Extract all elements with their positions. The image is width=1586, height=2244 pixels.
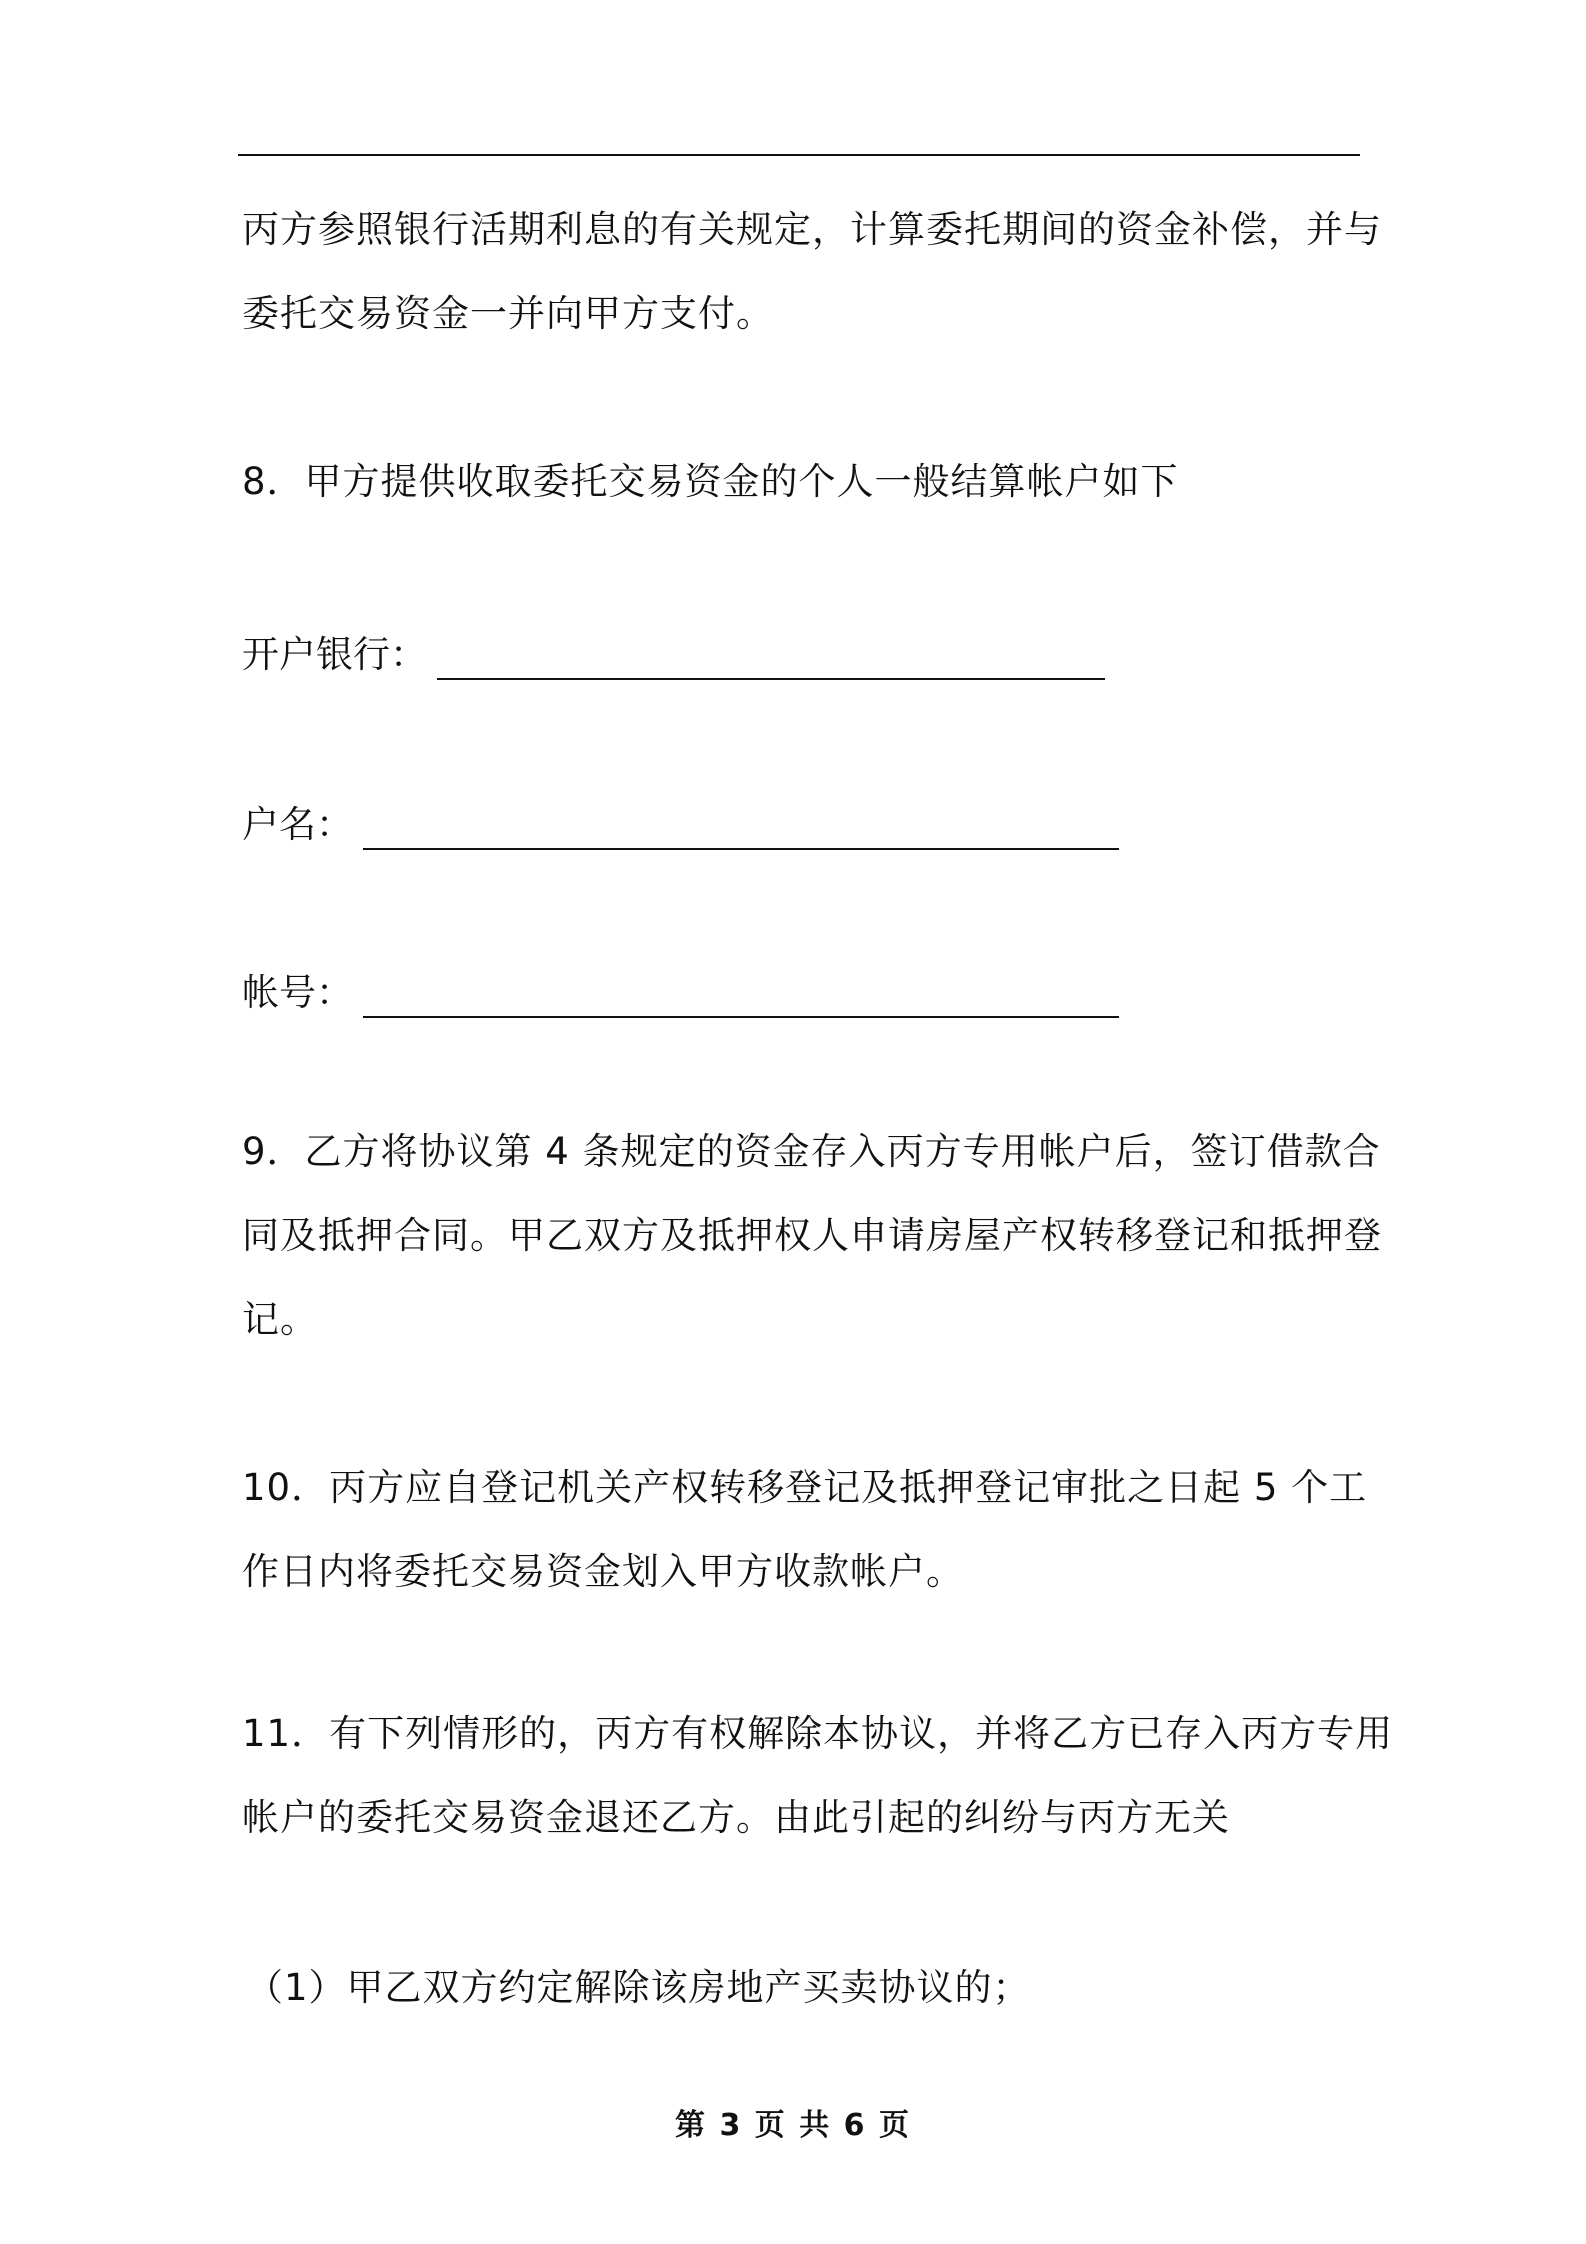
paragraph-9-line-3: 记。: [242, 1298, 318, 1341]
page-number-footer: 第 3 页 共 6 页: [675, 2108, 911, 2143]
account-number-label: 帐号：: [242, 971, 353, 1014]
paragraph-7-line-1: 丙方参照银行活期利息的有关规定，计算委托期间的资金补偿，并与: [242, 208, 1382, 251]
bank-label: 开户银行：: [242, 633, 427, 676]
account-number-field: [242, 968, 1119, 1018]
bank-field: [242, 630, 1105, 680]
paragraph-9-line-1: 9．乙方将协议第 4 条规定的资金存入丙方专用帐户后，签订借款合: [242, 1130, 1381, 1173]
account-name-blank: [363, 814, 1119, 850]
paragraph-11-line-1: 11．有下列情形的，丙方有权解除本协议，并将乙方已存入丙方专用: [242, 1712, 1394, 1755]
paragraph-10-line-1: 10．丙方应自登记机关产权转移登记及抵押登记审批之日起 5 个工: [242, 1466, 1368, 1509]
account-number-blank: [363, 982, 1119, 1018]
paragraph-10-line-2: 作日内将委托交易资金划入甲方收款帐户。: [242, 1550, 964, 1593]
bank-blank: [437, 644, 1105, 680]
paragraph-8: 8．甲方提供收取委托交易资金的个人一般结算帐户如下: [242, 460, 1179, 503]
paragraph-7-line-2: 委托交易资金一并向甲方支付。: [242, 292, 774, 335]
list-item-1: （1）甲乙双方约定解除该房地产买卖协议的；: [246, 1966, 1031, 2009]
header-rule: [238, 154, 1360, 156]
account-name-label: 户名：: [242, 803, 353, 846]
account-name-field: [242, 800, 1119, 850]
paragraph-9-line-2: 同及抵押合同。甲乙双方及抵押权人申请房屋产权转移登记和抵押登: [242, 1214, 1382, 1257]
paragraph-11-line-2: 帐户的委托交易资金退还乙方。由此引起的纠纷与丙方无关: [242, 1796, 1230, 1839]
